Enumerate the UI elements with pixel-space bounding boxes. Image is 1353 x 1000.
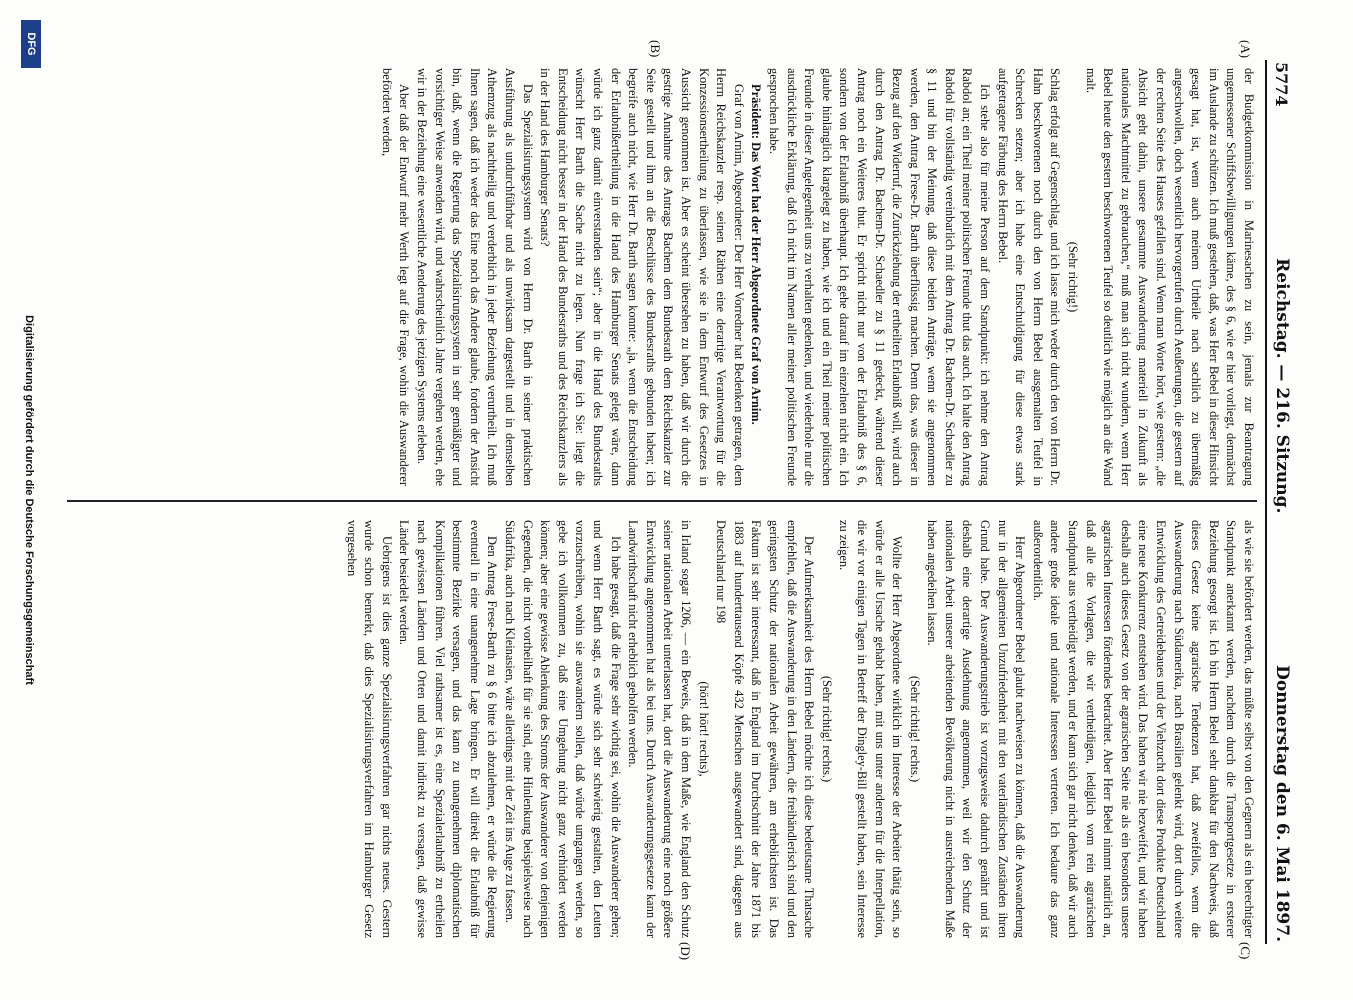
paragraph: der Budgetkommission in Marinesachen zu sein, jemals zur Beantragung ungemessener Schiffsbewilligungen käme, des § 6, wie er hier vorliegt, demnächst im Auslande zu schützen. Ich muß gestehen, daß, was Herr Bebel in dieser Hinsicht gesagt hat, ist, wenn auch meinem Urtheile nach sachlich zu übermäßig angeschwollen, doch wesentlich hervorgerufen durch Aeußerungen, die gestern auf der rechten Seite des Hauses gefallen sind. Wenn man Worte hört, wie gestern: „die Absicht geht dahin, unsere gesammte Auswanderung materiell in Zukunft als nationales Machtmittel zu gebrauchen,“ muß man sich nicht wundern, wenn Herr Bebel heute den gestern beschworenen Teufel so deutlich wie möglich an die Wand malt. [1083,68,1256,486]
paragraph: Herr Abgeordneter Bebel glaubt nachweisen zu können, daß die Auswanderung nur in der allgemeinen Unzufriedenheit mit den vaterländischen Zuständen ihren Grund habe. Der Auswanderungstrieb ist vorzugsweise dadurch genährt und ist deshalb eine derartige Ausdehnung angenommen, weil wir den Schutz der nationalen Arbeit unserer arbeitenden Bevölkerung nicht in ausreichendem Maße haben angedeihen lassen. [925,520,1028,938]
paragraph: Wollte der Herr Abgeordnete wirklich im Interesse der Arbeiter thätig sein, so würde er alle Ursache gehabt haben, mit uns unter anderem für die Interpellation, die wir vor einigen Tagen in Betreff der Dingley-Bill gestellt haben, sein Interesse zu zeigen. [837,520,905,938]
paragraph: in Irland sogar 1206, — ein Beweis, daß in dem Maße, wie England den Schutz seiner nationalen Arbeit unterlassen hat, dort die Auswanderung eine noch größere Entwicklung angenommen hat als bei uns. Durch Auswanderungsgesetze kann der Landwirthschaft nicht erheblich geholfen werden. [626,520,693,938]
interjection: (Sehr richtig! rechts.) [907,675,922,783]
margin-marker-d: (D) [678,942,693,961]
header-rule [1265,60,1267,944]
left-text-column [67,68,1257,486]
paragraph: Schlag erfolgt auf Gegenschlag, und ich lasse mich weder durch den von Herrn Dr. Hahn beschworenen noch durch den von Herrn Bebel ausgemalten Teufel in Schrecken setzen; aber ich habe eine Entschuldigung für diese etwas stark aufgetragene Färbung des Herrn Bebel. [995,68,1063,486]
page-header [1269,62,1295,942]
interjection: (hört! hört! rechts), [696,681,711,777]
paragraph: Das Spezialisirungssystem wird von Herrn Dr. Barth in seiner praktischen Ausführung als undurchführbar und als unwirksam dargestellt und in demselben Athemzug als nachtheilig und verderblich in jeder Beziehung verurtheilt. Ich muß Ihnen sagen, daß ich weder das Eine noch das Andere glaube, fordern der Ansicht bin, daß, wenn die Regierung das Spezialisirungssystem in sehr gemäßigter und vorsichtiger Weise anwenden wird, und wahrscheinlich Jahre vergehen werden, ehe wir in der Beziehung eine wesentliche Aenderung des jetzigen Systems erleben. [415,68,535,486]
margin-marker-b: (B) [648,40,663,58]
paragraph: Uebrigens ist dies ganze Spezialisirungsverfahren gar nichts neues. Gestern wurde schon bemerkt, daß dies Spezialisirungsverfahren im Hamburger Gesetz vorgesehen [344,520,394,938]
paragraph: Der Aufmerksamkeit des Herrn Bebel möchte ich diese bedeutsame Thatsache empfehlen, daß die Auswanderung in den Ländern, die freihändlerisch sind und den geringsten Schutz der nationalen Arbeit gewähren, am erheblichsten ist. Das Faktum ist sehr interessant, daß in England im Durchschnitt der Jahre 1871 bis 1883 auf hunderttausend Köpfe 432 Menschen ausgewandert sind, dagegen aus Deutschland nur 198 [714,520,817,938]
paragraph: Aber daß der Entwurf mehr Werth legt auf die Frage, wohin die Auswanderer befördert werden, [379,68,412,486]
right-text-column [67,520,1257,938]
speaker-paragraph: Graf von Arnim, Abgeordneter: Der Herr Vorredner hat Bedenken getragen, dem Herrn Reichskanzler resp. seinen Räthen eine derartige Verantwortung für die Konzessionsertheilung zu überlassen, wie sie in dem Entwurf des Gesetzes in Aussicht genommen ist. Aber es scheint übersehen zu haben, daß wir durch die gestrige Annahme des Antrags Bachem dem Bundesrath dem Reichskanzler zur Seite gestellt und ihm an die Beschlüsse des Bundesraths gebunden haben; ich begreife auch nicht, wie Herr Dr. Barth sagen konnte: „ja, wenn die Entscheidung der Erlaubnißertheilung in die Hand des Hamburger Senats gelegt wäre, dann würde ich ganz damit einverstanden sein“; aber in die Hand des Bundesraths wünscht Herr Barth die Sache nicht zu legen. Nun frage ich Sie: liegt die Entscheidung nicht besser in der Hand des Bundesraths und des Reichskanzlers als in der Hand des Hamburger Senats? [538,68,746,486]
paragraph: Ich habe gesagt, daß die Frage sehr wichtig sei, wohin die Auswanderer gehen; und wenn Herr Barth sagt, es würde sich sehr schwierig gestalten, den Leuten vorzuschreiben, wohin sie auswandern sollen, daß würde umgangen werden, so gebe ich vollkommen zu, daß eine Umgehung nicht ganz verhindert werden können; aber eine gewisse Ablenkung des Stroms der Auswanderer von denjenigen Gegenden, die nicht vortheilhaft für sie sind, eine Hinlenkung beispielsweise nach Südafrika, auch nach Kleinasien, wäre allerdings mit der Zeit ins Auge zu fassen. [503,520,623,938]
dfg-logo: DFG [21,20,41,68]
interjection: (Sehr richtig!) [1066,241,1081,313]
paragraph: Ich stehe also für meine Person auf dem Standpunkt: ich nehme den Antrag Rabdol an; ein Theil meiner politischen Freunde thut das auch. Ich halte den Antrag Rabdol für vollständig vereinbarlich mit dem Antrag Dr. Bachem-Dr. Schaedler zu § 11 und bin der Meinung, daß diese beiden Anträge, wenn sie angenommen werden, den Antrag Frese-Dr. Barth überflüssig machen. Denn das, was dieser in Bezug auf den Widerruf, die Zurückziehung der ertheilten Erlaubniß will, wird auch durch den Antrag Dr. Bachem-Dr. Schaedler zu § 11 gedeckt, während dieser Antrag noch ein Weiteres thut. Er spricht nicht nur von der Erlaubniß des § 6, sondern von der Erlaubniß überhaupt. Ich gehe darauf im einzelnen nicht ein. Ich glaube hinlänglich klargelegt zu haben, wie ich und ein Theil meiner politischen Freunde in dieser Angelegenheit uns zu verhalten gedenken, und wiederhole nur die ausdrückliche Erklärung, daß ich nicht im Namen aller meiner politischen Freunde gesprochen habe. [766,68,993,486]
header-date: Donnerstag den 6. Mai 1897. [1272,665,1292,942]
margin-marker-c: (C) [1238,942,1253,960]
interjection: (Sehr richtig! rechts.) [819,675,834,783]
header-session: Reichstag. — 216. Sitzung. [1272,258,1292,514]
paragraph: als wie sie befördert werden, das müßte selbst von den Gegnern als ein berechtigter Standpunkt anerkannt werden, nachdem durch die Transportgesetze in ersterer Beziehung gesorgt ist. Ich bin Herrn Bebel sehr dankbar für den Nachweis, daß dieses Gesetz keine agrarische Tendenzen hat, daß zweifellos, wenn die Auswanderung nach Südamerika, nach Brasilien gelenkt wird, dort durch weitere Entwicklung des Getreidebaues und der Viehzucht dort diese Produkte Deutschland eine neue Konkurrenz entstehen wird. Das haben wir nie bezweifelt, und wir haben deshalb auch dieses Gesetz von der agrarischen Seite nie als ein besonders unsere agrarischen Interessen förderndes betrachtet. Aber Herr Bebel nimmt natürlich an, daß alle die Vorlagen, die wir vertheidigen, lediglich vom rein agrarischen Standpunkt aus vertheidigt werden, und er kann sich gar nicht denken, daß wir auch andere große ideale und nationale Interessen vertreten. Ich bedaure das ganz außerordentlich. [1030,520,1256,938]
page-number: 5774 [1272,62,1292,107]
digitization-credit: Digitalisierung gefördert durch die Deutsche Forschungsgemeinschaft [23,315,35,685]
paragraph: Den Antrag Frese-Barth zu § 6 bitte ich abzulehnen, er würde die Regierung eventuell in eine unangenehme Lage bringen. Er will direkt die Erlaubniß für bestimmte Bezirke versagen, und das kann zu unangenehmen diplomatischen Komplikationen führen. Viel rathsamer ist es, eine Spezialerlaubniß zu ertheilen nach gewissen Ländern und Orten und damit indirekt zu versagen, daß gewisse Länder besiedelt werden. [397,520,500,938]
speaker-paragraph: Präsident: Das Wort hat der Herr Abgeordnete Graf von Arnim. [749,84,764,425]
margin-marker-a: (A) [1238,40,1253,59]
column-divider [67,500,1257,502]
